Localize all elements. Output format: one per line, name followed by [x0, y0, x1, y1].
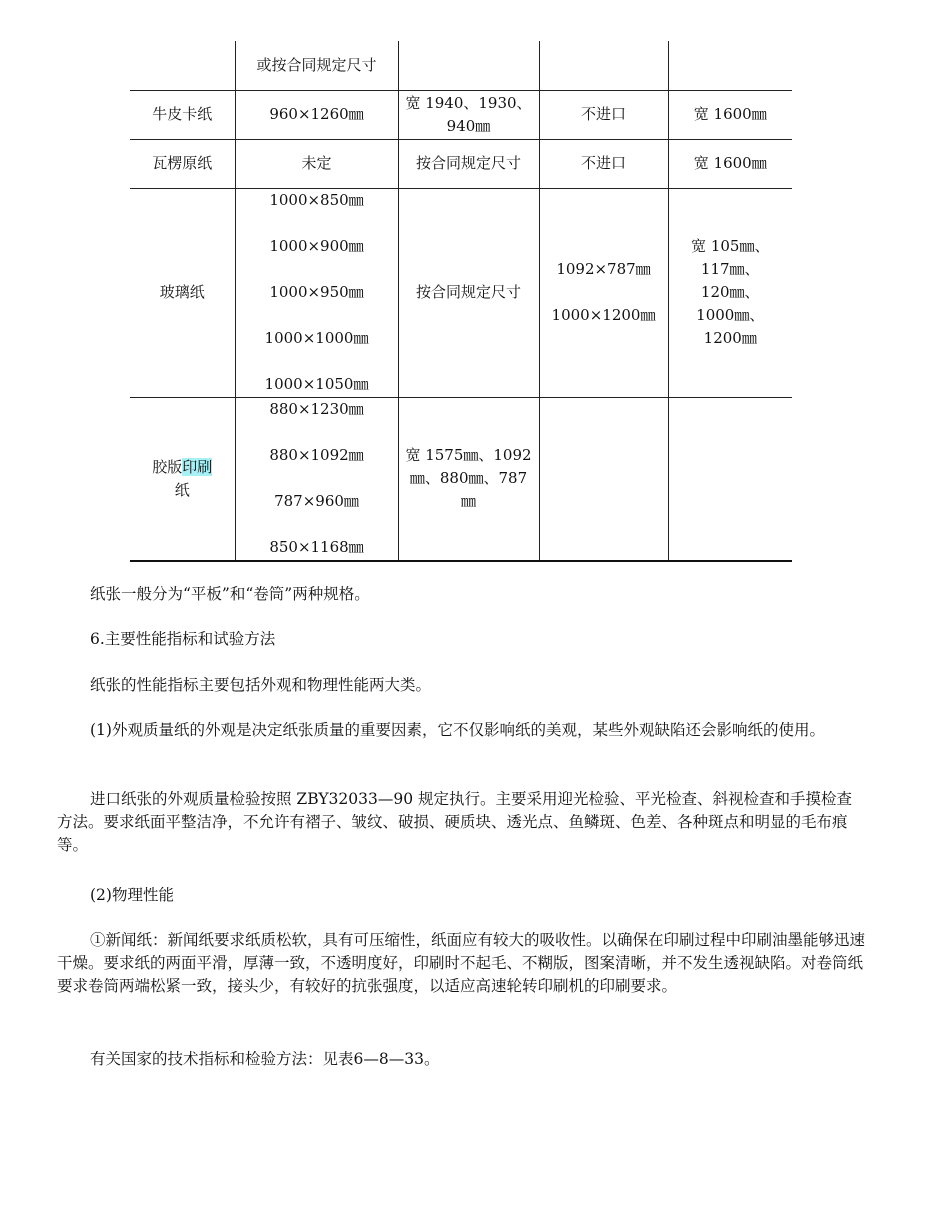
import-roll-cell: 宽 1600㎜	[668, 90, 792, 139]
import-roll-value: 1000㎜、	[696, 306, 765, 324]
roll-size-cell: 宽 1575㎜、1092㎜、880㎜、787㎜	[398, 397, 539, 561]
import-roll-cell	[668, 397, 792, 561]
body-paragraph: 有关国家的技术指标和检验方法：见表6—8—33。	[90, 1050, 440, 1068]
flat-size-value: 880×1092㎜	[269, 446, 364, 465]
body-paragraph: 进口纸张的外观质量检验按照 ZBY32033—90 规定执行。主要采用迎光检验、平光检查、斜视检查和手摸检查方法。要求纸面平整洁净，不允许有褶子、皱纹、破损、硬质块、透光点、鱼鳞斑、色差、各种斑点和明显的毛布痕等。	[57, 790, 853, 854]
flat-size-value: 1000×1000㎜	[264, 329, 369, 347]
flat-size-value: 787×960㎜	[274, 492, 359, 511]
flat-size-value: 1000×850㎜	[269, 191, 364, 209]
paper-name-cell: 瓦楞原纸	[130, 139, 235, 188]
paper-name-cell: 牛皮卡纸	[130, 90, 235, 139]
import-flat-cell	[539, 188, 668, 397]
flat-size-value: 1000×1050㎜	[264, 375, 369, 393]
flat-size-value: 1000×900㎜	[269, 237, 364, 255]
paper-spec-table	[130, 41, 792, 562]
section-heading: 6.主要性能指标和试验方法	[90, 630, 276, 648]
table-row	[130, 139, 792, 188]
flat-size-value: 880×1230㎜	[269, 400, 364, 419]
body-paragraph: ①新闻纸：新闻纸要求纸质松软，具有可压缩性，纸面应有较大的吸收性。以确保在印刷过程中印刷油墨能够迅速干燥。要求纸的两面平滑，厚薄一致，不透明度好，印刷时不起毛、不糊版，图案清晰，并不发生透视缺陷。对卷筒纸要求卷筒两端松紧一致，接头少，有较好的抗张强度，以适应高速轮转印刷机的印刷要求。	[57, 931, 866, 995]
import-roll-value: 120㎜、	[700, 283, 760, 301]
import-flat-cell: 不进口	[539, 139, 668, 188]
import-roll-value: 1200㎜	[703, 329, 757, 347]
paper-name-cell	[130, 41, 235, 90]
import-flat-value: 1000×1200㎜	[551, 306, 656, 324]
paper-name-cell: 玻璃纸	[130, 188, 235, 397]
body-paragraph: (1)外观质量纸的外观是决定纸张质量的重要因素，它不仅影响纸的美观，某些外观缺陷还会影响纸的使用。	[90, 721, 825, 739]
import-roll-cell	[668, 188, 792, 397]
flat-size-value: 850×1168㎜	[269, 538, 364, 557]
import-roll-value: 117㎜、	[700, 260, 760, 278]
flat-size-value: 1000×950㎜	[269, 283, 364, 301]
import-roll-cell	[668, 41, 792, 90]
flat-size-cell: 未定	[235, 139, 398, 188]
import-roll-value: 宽 105㎜、	[691, 237, 770, 255]
flat-size-value: 或按合同规定尺寸	[256, 55, 377, 74]
paper-name-part: 纸	[174, 480, 190, 499]
paper-name-part: 胶版	[152, 457, 183, 476]
body-paragraph: 纸张一般分为“平板”和“卷筒”两种规格。	[90, 585, 370, 603]
body-paragraph: 纸张的性能指标主要包括外观和物理性能两大类。	[90, 676, 432, 694]
import-flat-cell	[539, 41, 668, 90]
table-row	[130, 41, 792, 90]
roll-size-cell	[398, 41, 539, 90]
import-flat-value: 1092×787㎜	[556, 260, 651, 278]
import-flat-cell: 不进口	[539, 90, 668, 139]
import-flat-cell	[539, 397, 668, 561]
section-heading: (2)物理性能	[90, 886, 174, 904]
roll-size-cell: 宽 1940、1930、940㎜	[398, 90, 539, 139]
table-row	[130, 397, 792, 561]
roll-size-cell: 按合同规定尺寸	[398, 139, 539, 188]
flat-size-cell	[235, 188, 398, 397]
import-roll-cell: 宽 1600㎜	[668, 139, 792, 188]
flat-size-cell	[235, 397, 398, 561]
flat-size-cell: 960×1260㎜	[235, 90, 398, 139]
table-row	[130, 90, 792, 139]
table-row	[130, 188, 792, 397]
roll-size-cell: 按合同规定尺寸	[398, 188, 539, 397]
flat-size-cell	[235, 41, 398, 90]
paper-name-cell	[130, 397, 235, 561]
highlighted-text: 印刷	[182, 457, 213, 476]
